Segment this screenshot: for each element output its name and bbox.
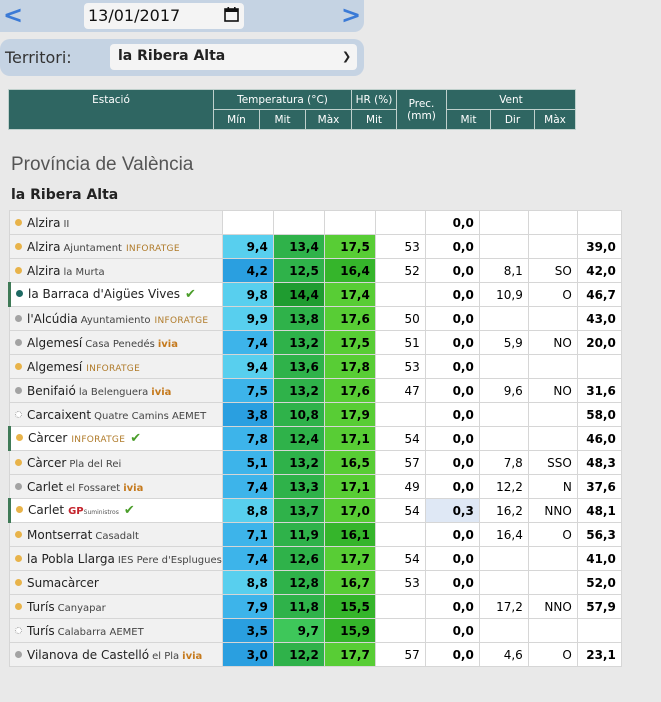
station-status-dot-icon — [15, 411, 22, 418]
station-name: Càrcer — [28, 431, 68, 445]
wind-max-cell: 48,3 — [577, 451, 621, 475]
humidity-cell: 54 — [375, 427, 425, 451]
temp-min-cell: 3,5 — [222, 619, 273, 643]
wind-max-cell — [577, 211, 621, 235]
precipitation-cell: 0,0 — [425, 571, 479, 595]
station-name-cell[interactable] — [10, 595, 223, 619]
temp-min-cell: 9,4 — [222, 355, 273, 379]
station-name-cell[interactable] — [10, 499, 223, 523]
table-row — [10, 403, 622, 427]
temp-max-cell: 17,1 — [324, 427, 375, 451]
temp-min-cell: 8,8 — [222, 499, 273, 523]
station-name-cell[interactable] — [10, 283, 223, 307]
territory-label: Territori: — [5, 48, 72, 67]
humidity-cell: 52 — [375, 259, 425, 283]
station-name-cell[interactable] — [10, 547, 223, 571]
temp-min-cell: 7,9 — [222, 595, 273, 619]
temp-max-cell: 17,6 — [324, 379, 375, 403]
wind-dir-cell — [528, 211, 577, 235]
table-row — [10, 379, 622, 403]
temp-max-cell: 16,5 — [324, 451, 375, 475]
header-wind-mit: Mit — [447, 110, 491, 130]
precipitation-cell: 0,0 — [425, 403, 479, 427]
temp-mit-cell: 12,8 — [273, 571, 324, 595]
table-row — [10, 355, 622, 379]
station-subname: Casa Penedés — [85, 338, 155, 350]
province-title: Província de València — [11, 154, 194, 175]
wind-mean-cell: 16,4 — [479, 523, 528, 547]
wind-dir-cell — [528, 571, 577, 595]
precipitation-cell: 0,0 — [425, 331, 479, 355]
wind-mean-cell — [479, 571, 528, 595]
wind-mean-cell: 8,1 — [479, 259, 528, 283]
humidity-cell — [375, 595, 425, 619]
temp-mit-cell: 13,8 — [273, 307, 324, 331]
table-row — [10, 595, 622, 619]
table-row — [10, 499, 622, 523]
precipitation-cell: 0,0 — [425, 643, 479, 667]
temp-min-cell: 9,8 — [222, 283, 273, 307]
precipitation-cell: 0,0 — [425, 547, 479, 571]
station-name: la Pobla Llarga — [27, 551, 115, 566]
temp-mit-cell: 12,4 — [273, 427, 324, 451]
station-status-dot-icon — [16, 290, 23, 297]
temp-mit-cell: 13,4 — [273, 235, 324, 259]
temp-max-cell: 17,5 — [324, 235, 375, 259]
station-name: Algemesí — [27, 335, 83, 350]
precipitation-cell: 0,0 — [425, 451, 479, 475]
station-name: Sumacàrcer — [27, 575, 99, 590]
station-status-dot-icon — [16, 506, 23, 513]
station-status-dot-icon — [15, 267, 22, 274]
station-subname: el Fossaret — [66, 482, 121, 494]
temp-max-cell: 17,9 — [324, 403, 375, 427]
wind-dir-cell — [528, 235, 577, 259]
calendar-icon[interactable] — [224, 7, 239, 22]
header-wind-max: Màx — [535, 110, 576, 130]
table-header — [8, 89, 576, 130]
station-name-cell[interactable] — [10, 355, 223, 379]
station-name-cell[interactable] — [10, 571, 223, 595]
header-temp-min: Mín — [214, 110, 260, 130]
ivia-logo-icon: ivia — [182, 650, 203, 662]
temp-min-cell: 7,5 — [222, 379, 273, 403]
ivia-logo-icon: ivia — [123, 482, 144, 494]
station-subname: Ajuntament — [63, 242, 122, 254]
station-status-dot-icon — [15, 459, 22, 466]
temp-max-cell: 16,7 — [324, 571, 375, 595]
precipitation-cell: 0,0 — [425, 355, 479, 379]
station-subname: IES Pere d'Esplugues — [117, 554, 222, 566]
temp-mit-cell: 9,7 — [273, 619, 324, 643]
temp-max-cell: 16,4 — [324, 259, 375, 283]
next-day-arrow-icon[interactable]: > — [340, 1, 362, 29]
station-name-cell[interactable] — [10, 619, 223, 643]
table-row — [10, 643, 622, 667]
station-subname: Canyapar — [57, 602, 106, 614]
station-subname: Ayuntamiento — [80, 314, 151, 326]
station-name-cell[interactable] — [10, 211, 223, 235]
station-subname: Casadalt — [95, 530, 139, 542]
station-status-dot-icon — [15, 219, 22, 226]
table-row — [10, 547, 622, 571]
inforatge-logo-icon: INFORATGE — [71, 435, 126, 445]
header-temp-mit: Mit — [260, 110, 306, 130]
station-name: Alzira — [27, 239, 61, 254]
station-name-cell[interactable] — [10, 403, 223, 427]
station-status-dot-icon — [15, 603, 22, 610]
humidity-cell: 53 — [375, 355, 425, 379]
station-status-dot-icon — [15, 555, 22, 562]
station-name-cell[interactable] — [10, 379, 223, 403]
wind-dir-cell — [528, 619, 577, 643]
wind-dir-cell: NNO — [528, 595, 577, 619]
station-name-cell[interactable] — [10, 259, 223, 283]
temp-max-cell — [324, 211, 375, 235]
wind-mean-cell: 12,2 — [479, 475, 528, 499]
station-status-dot-icon — [15, 483, 22, 490]
precipitation-cell: 0,3 — [425, 499, 479, 523]
temp-mit-cell: 12,6 — [273, 547, 324, 571]
temp-min-cell: 7,4 — [222, 547, 273, 571]
wind-mean-cell — [479, 403, 528, 427]
territory-selected-value: la Ribera Alta — [118, 48, 226, 64]
station-name: Carlet — [28, 503, 65, 517]
station-name: Benifaió — [27, 383, 76, 398]
wind-mean-cell: 17,2 — [479, 595, 528, 619]
temp-mit-cell — [273, 211, 324, 235]
station-name: Alzira — [27, 263, 61, 278]
precipitation-cell: 0,0 — [425, 595, 479, 619]
table-row — [10, 235, 622, 259]
station-name: Algemesí — [27, 359, 83, 374]
date-navigation-bar — [0, 0, 364, 32]
wind-dir-cell — [528, 355, 577, 379]
temp-min-cell: 3,0 — [222, 643, 273, 667]
precipitation-cell: 0,0 — [425, 523, 479, 547]
temp-mit-cell: 13,2 — [273, 451, 324, 475]
temp-max-cell: 17,5 — [324, 331, 375, 355]
temp-max-cell: 17,4 — [324, 283, 375, 307]
temp-mit-cell: 10,8 — [273, 403, 324, 427]
precipitation-cell: 0,0 — [425, 307, 479, 331]
wind-dir-cell: O — [528, 643, 577, 667]
wind-mean-cell: 16,2 — [479, 499, 528, 523]
station-name: Càrcer — [27, 455, 67, 470]
table-row — [10, 307, 622, 331]
station-status-dot-icon — [15, 339, 22, 346]
humidity-cell — [375, 283, 425, 307]
header-prec: Prec. (mm) — [397, 90, 447, 130]
header-station: Estació — [9, 90, 214, 130]
temp-max-cell: 17,6 — [324, 307, 375, 331]
territory-bar — [0, 39, 364, 76]
humidity-cell: 47 — [375, 379, 425, 403]
station-subname: la Belenguera — [78, 386, 149, 398]
table-row — [10, 427, 622, 451]
wind-mean-cell — [479, 235, 528, 259]
station-name: Vilanova de Castelló — [27, 647, 150, 662]
wind-max-cell: 56,3 — [577, 523, 621, 547]
humidity-cell — [375, 523, 425, 547]
station-name-cell[interactable] — [10, 307, 223, 331]
region-title: la Ribera Alta — [11, 187, 119, 203]
wind-mean-cell: 9,6 — [479, 379, 528, 403]
precipitation-cell: 0,0 — [425, 379, 479, 403]
wind-dir-cell: NO — [528, 331, 577, 355]
humidity-cell: 51 — [375, 331, 425, 355]
checkmark-icon: ✔ — [185, 287, 196, 302]
stations-table — [8, 210, 622, 667]
station-status-dot-icon — [15, 627, 22, 634]
precipitation-cell: 0,0 — [425, 283, 479, 307]
wind-max-cell: 23,1 — [577, 643, 621, 667]
table-row — [10, 283, 622, 307]
wind-mean-cell: 4,6 — [479, 643, 528, 667]
station-status-dot-icon — [15, 531, 22, 538]
temp-max-cell: 17,1 — [324, 475, 375, 499]
wind-max-cell — [577, 355, 621, 379]
humidity-cell: 54 — [375, 499, 425, 523]
table-row — [10, 523, 622, 547]
precipitation-cell: 0,0 — [425, 235, 479, 259]
wind-max-cell: 39,0 — [577, 235, 621, 259]
wind-max-cell: 48,1 — [577, 499, 621, 523]
checkmark-icon: ✔ — [123, 503, 135, 518]
humidity-cell: 57 — [375, 451, 425, 475]
wind-dir-cell — [528, 307, 577, 331]
station-name-cell[interactable] — [10, 523, 223, 547]
temp-min-cell: 9,9 — [222, 307, 273, 331]
temp-mit-cell: 13,2 — [273, 331, 324, 355]
temp-min-cell: 7,1 — [222, 523, 273, 547]
wind-max-cell: 52,0 — [577, 571, 621, 595]
checkmark-icon: ✔ — [130, 431, 142, 446]
humidity-cell: 50 — [375, 307, 425, 331]
station-status-dot-icon — [15, 315, 22, 322]
wind-mean-cell — [479, 211, 528, 235]
station-status-dot-icon — [15, 579, 22, 586]
temp-min-cell: 7,4 — [222, 475, 273, 499]
wind-dir-cell: O — [528, 523, 577, 547]
temp-mit-cell: 13,7 — [273, 499, 324, 523]
wind-max-cell: 43,0 — [577, 307, 621, 331]
table-row — [10, 331, 622, 355]
station-name: Alzira — [27, 215, 61, 230]
table-row — [10, 571, 622, 595]
wind-dir-cell — [528, 427, 577, 451]
station-name-cell[interactable] — [10, 427, 223, 451]
wind-mean-cell — [479, 547, 528, 571]
wind-dir-cell: O — [528, 283, 577, 307]
station-name-cell[interactable] — [10, 475, 223, 499]
wind-max-cell: 20,0 — [577, 331, 621, 355]
table-row — [10, 475, 622, 499]
date-value: 13/01/2017 — [88, 6, 181, 25]
temp-min-cell: 3,8 — [222, 403, 273, 427]
wind-max-cell: 58,0 — [577, 403, 621, 427]
temp-mit-cell: 12,2 — [273, 643, 324, 667]
station-status-dot-icon — [15, 387, 22, 394]
wind-max-cell — [577, 619, 621, 643]
temp-max-cell: 17,8 — [324, 355, 375, 379]
wind-max-cell: 41,0 — [577, 547, 621, 571]
wind-dir-cell: N — [528, 475, 577, 499]
temp-mit-cell: 12,5 — [273, 259, 324, 283]
header-temperature: Temperatura (°C) — [214, 90, 352, 110]
station-name: l'Alcúdia — [27, 311, 78, 326]
station-name: Turís — [27, 623, 55, 638]
station-subname: el Pla — [152, 650, 180, 662]
station-status-dot-icon — [16, 434, 23, 441]
table-row — [10, 211, 622, 235]
station-subname: Pla del Rei — [69, 458, 122, 470]
wind-dir-cell: NO — [528, 379, 577, 403]
station-subname: Quatre Camins AEMET — [94, 410, 207, 422]
temp-max-cell: 17,0 — [324, 499, 375, 523]
wind-max-cell: 46,0 — [577, 427, 621, 451]
temp-max-cell: 17,7 — [324, 547, 375, 571]
station-status-dot-icon — [15, 363, 22, 370]
station-name: Carcaixent — [27, 407, 92, 422]
wind-mean-cell: 7,8 — [479, 451, 528, 475]
station-status-dot-icon — [15, 651, 22, 658]
humidity-cell: 57 — [375, 643, 425, 667]
station-name: Carlet — [27, 479, 64, 494]
precipitation-cell: 0,0 — [425, 211, 479, 235]
date-input[interactable] — [84, 3, 244, 29]
chevron-down-icon: ❯ — [342, 50, 352, 63]
header-temp-max: Màx — [306, 110, 352, 130]
table-row — [10, 451, 622, 475]
precipitation-cell: 0,0 — [425, 259, 479, 283]
humidity-cell: 49 — [375, 475, 425, 499]
station-subname: Calabarra AEMET — [57, 626, 144, 638]
temp-min-cell: 7,4 — [222, 331, 273, 355]
wind-mean-cell — [479, 355, 528, 379]
humidity-cell — [375, 403, 425, 427]
temp-mit-cell: 14,4 — [273, 283, 324, 307]
temp-min-cell — [222, 211, 273, 235]
temp-mit-cell: 13,2 — [273, 379, 324, 403]
inforatge-logo-icon: INFORATGE — [154, 315, 209, 326]
wind-max-cell: 57,9 — [577, 595, 621, 619]
humidity-cell: 53 — [375, 235, 425, 259]
wind-dir-cell: SSO — [528, 451, 577, 475]
temp-min-cell: 4,2 — [222, 259, 273, 283]
wind-mean-cell: 10,9 — [479, 283, 528, 307]
temp-mit-cell: 11,9 — [273, 523, 324, 547]
temp-max-cell: 15,9 — [324, 619, 375, 643]
temp-mit-cell: 11,8 — [273, 595, 324, 619]
wind-mean-cell — [479, 307, 528, 331]
wind-mean-cell — [479, 619, 528, 643]
station-subname: la Murta — [63, 266, 105, 278]
temp-max-cell: 16,1 — [324, 523, 375, 547]
table-row — [10, 619, 622, 643]
precipitation-cell: 0,0 — [425, 427, 479, 451]
header-wind-dir: Dir — [491, 110, 535, 130]
station-name: la Barraca d'Aigües Vives — [28, 287, 181, 301]
wind-dir-cell: SO — [528, 259, 577, 283]
wind-dir-cell — [528, 403, 577, 427]
wind-max-cell: 46,7 — [577, 283, 621, 307]
temp-min-cell: 5,1 — [222, 451, 273, 475]
station-subname: II — [63, 218, 70, 230]
temp-mit-cell: 13,3 — [273, 475, 324, 499]
wind-mean-cell — [479, 427, 528, 451]
wind-dir-cell: NNO — [528, 499, 577, 523]
inforatge-logo-icon: INFORATGE — [86, 363, 141, 374]
prev-day-arrow-icon[interactable]: < — [2, 1, 24, 29]
temp-max-cell: 15,5 — [324, 595, 375, 619]
temp-min-cell: 7,8 — [222, 427, 273, 451]
station-name: Turís — [27, 599, 55, 614]
station-name: Montserrat — [27, 527, 93, 542]
ivia-logo-icon: ivia — [157, 338, 178, 350]
humidity-cell: 53 — [375, 571, 425, 595]
station-name-cell[interactable] — [10, 451, 223, 475]
header-wind: Vent — [447, 90, 576, 110]
wind-max-cell: 42,0 — [577, 259, 621, 283]
temp-max-cell: 17,7 — [324, 643, 375, 667]
table-row — [10, 259, 622, 283]
wind-dir-cell — [528, 547, 577, 571]
wind-mean-cell: 5,9 — [479, 331, 528, 355]
humidity-cell — [375, 211, 425, 235]
territory-select[interactable] — [110, 44, 357, 70]
temp-min-cell: 8,8 — [222, 571, 273, 595]
humidity-cell: 54 — [375, 547, 425, 571]
station-name-cell[interactable] — [10, 331, 223, 355]
gp-suministros-subtext: Suministros — [83, 509, 119, 516]
wind-max-cell: 37,6 — [577, 475, 621, 499]
precipitation-cell: 0,0 — [425, 475, 479, 499]
precipitation-cell: 0,0 — [425, 619, 479, 643]
temp-min-cell: 9,4 — [222, 235, 273, 259]
station-name-cell[interactable] — [10, 643, 223, 667]
wind-max-cell: 31,6 — [577, 379, 621, 403]
inforatge-logo-icon: INFORATGE — [125, 243, 180, 254]
header-hr: HR (%) — [352, 90, 397, 110]
humidity-cell — [375, 619, 425, 643]
gp-suministros-logo-icon: GPSuministros — [68, 506, 119, 517]
ivia-logo-icon: ivia — [151, 386, 172, 398]
station-name-cell[interactable] — [10, 235, 223, 259]
station-status-dot-icon — [15, 243, 22, 250]
header-hr-mit: Mit — [352, 110, 397, 130]
temp-mit-cell: 13,6 — [273, 355, 324, 379]
